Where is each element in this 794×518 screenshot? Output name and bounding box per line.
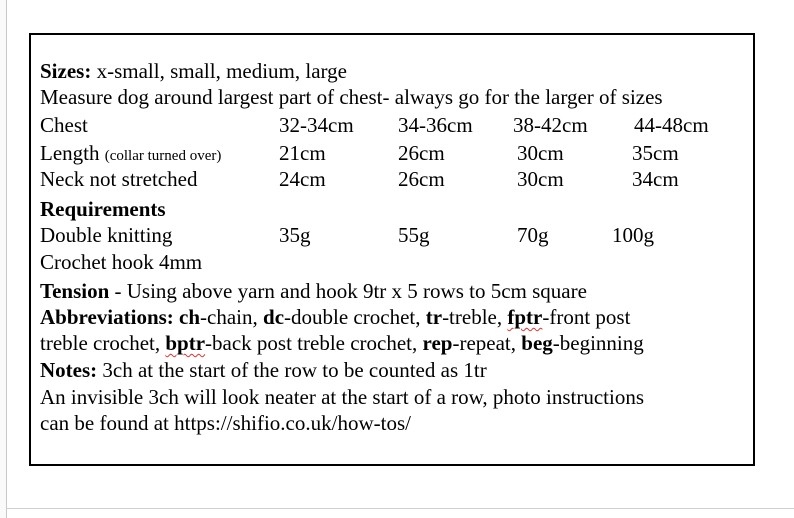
abbr-bptr-def: -back post treble crochet, xyxy=(205,331,423,355)
abbr-fptr-def: -front post xyxy=(542,305,631,329)
row-label: Neck not stretched xyxy=(40,167,198,191)
row-label xyxy=(40,140,221,169)
measure-line: Measure dog around largest part of chest- always go for the larger of sizes xyxy=(40,85,663,109)
sizes-line xyxy=(40,58,347,84)
abbr-beg-def: -beginning xyxy=(552,331,644,355)
table-cell: 26cm xyxy=(398,167,445,191)
page-edge xyxy=(0,0,7,518)
requirements-heading: Requirements xyxy=(40,197,166,221)
table-cell: 26cm xyxy=(398,141,445,165)
yarn-label: Double knitting xyxy=(40,223,173,247)
notes-line xyxy=(40,357,487,383)
yarn-amount: 35g xyxy=(279,223,311,247)
table-cell: 35cm xyxy=(632,141,679,165)
abbr-dc: dc xyxy=(263,305,285,329)
abbr-bptr: bptr xyxy=(165,331,206,355)
bottom-divider xyxy=(6,508,794,509)
table-cell: 30cm xyxy=(517,141,564,165)
sizes-label: Sizes: xyxy=(40,59,92,83)
abbreviations-label: Abbreviations: xyxy=(40,305,174,329)
abbr-fptr: fptr xyxy=(507,305,543,329)
abbr-dc-def: -double crochet, xyxy=(284,305,426,329)
sizes-text: x-small, small, medium, large xyxy=(91,59,347,83)
table-cell: 38-42cm xyxy=(513,113,588,137)
table-cell: 21cm xyxy=(279,141,326,165)
abbr-beg: beg xyxy=(521,331,553,355)
abbr-rep-def: -repeat, xyxy=(452,331,522,355)
row-label-main: Length xyxy=(40,141,105,165)
abbr-rep: rep xyxy=(422,331,453,355)
abbreviations-line-2 xyxy=(40,330,644,356)
abbr-ch-def: -chain, xyxy=(200,305,264,329)
row-label-note: (collar turned over) xyxy=(104,148,222,164)
yarn-amount: 55g xyxy=(398,223,430,247)
abbr-fptr-def-cont: treble crochet, xyxy=(40,331,166,355)
tension-label: Tension xyxy=(40,279,110,303)
table-cell: 34cm xyxy=(632,167,679,191)
abbr-ch: ch xyxy=(179,305,201,329)
hook-line: Crochet hook 4mm xyxy=(40,250,203,274)
abbr-tr: tr xyxy=(425,305,443,329)
yarn-amount: 70g xyxy=(517,223,549,247)
notes-text: 3ch at the start of the row to be counted as 1tr xyxy=(97,358,487,382)
table-cell: 30cm xyxy=(517,167,564,191)
abbreviations-line xyxy=(40,304,630,330)
yarn-amount: 100g xyxy=(612,223,654,247)
table-cell: 24cm xyxy=(279,167,326,191)
table-cell: 34-36cm xyxy=(398,113,473,137)
tension-text: - Using above yarn and hook 9tr x 5 rows to 5cm square xyxy=(109,279,587,303)
notes-line-3: can be found at https://shifio.co.uk/how-tos/ xyxy=(40,411,411,435)
notes-label: Notes: xyxy=(40,358,98,382)
tension-line xyxy=(40,278,587,304)
table-cell: 44-48cm xyxy=(634,113,709,137)
notes-line-2: An invisible 3ch will look neater at the start of a row, photo instructions xyxy=(40,385,645,409)
table-cell: 32-34cm xyxy=(279,113,354,137)
row-label: Chest xyxy=(40,113,88,137)
abbr-tr-def: -treble, xyxy=(442,305,508,329)
